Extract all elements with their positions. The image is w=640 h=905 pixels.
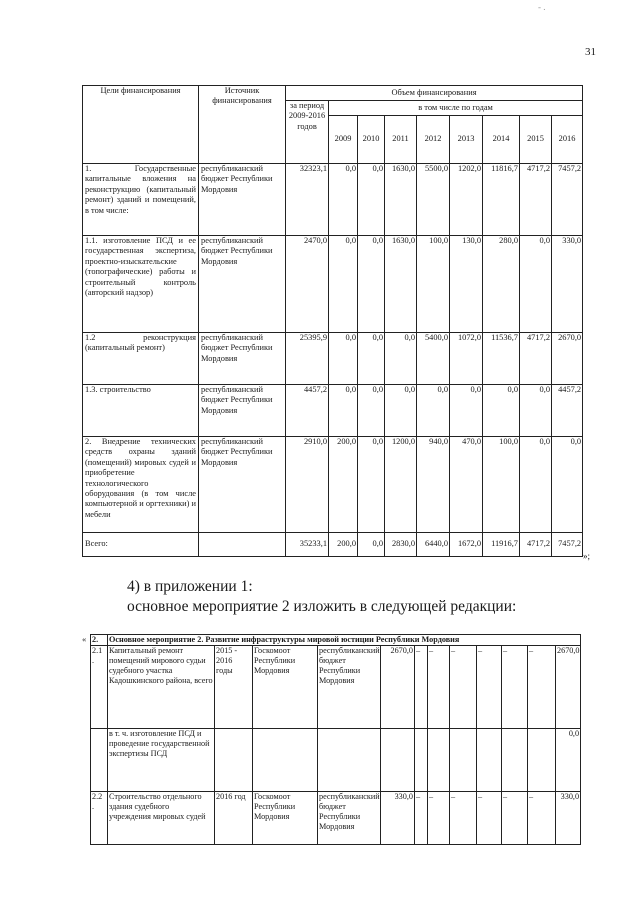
value-cell: 0,0 xyxy=(450,385,483,437)
value-cell: 130,0 xyxy=(450,236,483,333)
goal-cell: 1.1. изготовление ПСД и ее государственная экспертиза, проектно-изыскательские (топографические) работы и строительный контроль (авторский надзор) xyxy=(83,236,199,333)
value-cell: 200,0 xyxy=(329,533,358,557)
total-cell: 25395,9 xyxy=(286,333,329,385)
value-cell: 200,0 xyxy=(329,437,358,533)
value-cell: 11916,7 xyxy=(483,533,520,557)
value-cell: 11536,7 xyxy=(483,333,520,385)
activity-name: Строительство отдельного здания судебного учреждения мировых судей xyxy=(108,792,215,845)
closing-quote: »; xyxy=(583,551,591,561)
dash-cell: – xyxy=(415,792,428,845)
value-cell: 1200,0 xyxy=(385,437,417,533)
value-cell: 1630,0 xyxy=(385,236,417,333)
goal-cell: 1.3. строительство xyxy=(83,385,199,437)
source-cell: республиканский бюджет Республики Мордовия xyxy=(199,164,286,236)
activity-last: 2670,0 xyxy=(556,646,581,729)
activity-total: 330,0 xyxy=(381,792,415,845)
value-cell: 4717,2 xyxy=(520,164,552,236)
value-cell: 11816,7 xyxy=(483,164,520,236)
value-cell: 1630,0 xyxy=(385,164,417,236)
value-cell: 100,0 xyxy=(483,437,520,533)
value-cell: 470,0 xyxy=(450,437,483,533)
dash-cell: – xyxy=(415,646,428,729)
header-year: 2012 xyxy=(417,116,450,164)
amendment-item: 4) в приложении 1: xyxy=(127,578,253,595)
header-year: 2013 xyxy=(450,116,483,164)
amendment-text: основное мероприятие 2 изложить в следующей редакции: xyxy=(127,598,517,615)
total-row xyxy=(83,533,583,557)
source-cell: республиканский бюджет Республики Мордовия xyxy=(199,385,286,437)
value-cell: 0,0 xyxy=(520,437,552,533)
table-row xyxy=(91,646,581,729)
value-cell: 0,0 xyxy=(358,164,385,236)
header-year: 2016 xyxy=(552,116,583,164)
table-row xyxy=(83,164,583,236)
goal-cell: 1.2 реконструкция (капитальный ремонт) xyxy=(83,333,199,385)
activity-total: 2670,0 xyxy=(381,646,415,729)
value-cell: 0,0 xyxy=(385,333,417,385)
opening-quote: « xyxy=(82,634,87,644)
dash-cell: – xyxy=(528,792,556,845)
header-goals: Цели финансирования xyxy=(83,86,199,164)
value-cell: 4457,2 xyxy=(552,385,583,437)
header-year: 2009 xyxy=(329,116,358,164)
value-cell: 4717,2 xyxy=(520,533,552,557)
header-year: 2014 xyxy=(483,116,520,164)
value-cell: 0,0 xyxy=(358,385,385,437)
value-cell: 1072,0 xyxy=(450,333,483,385)
goal-cell: 2. Внедрение технических средств охраны зданий (помещений) мировых судей и приобретение технологического оборудования (в том числе компьютерной и оргтехники) и мебели xyxy=(83,437,199,533)
value-cell: 0,0 xyxy=(520,236,552,333)
section-num: 2. xyxy=(91,635,108,646)
activity-executor xyxy=(253,729,318,792)
value-cell: 0,0 xyxy=(358,437,385,533)
dash-cell: – xyxy=(477,792,502,845)
value-cell: 2830,0 xyxy=(385,533,417,557)
value-cell: 4717,2 xyxy=(520,333,552,385)
empty-cell xyxy=(199,533,286,557)
page-number: 31 xyxy=(585,46,596,58)
activity-source: республиканский бюджет Республики Мордовия xyxy=(318,646,381,729)
activity-last: 0,0 xyxy=(556,729,581,792)
value-cell: 0,0 xyxy=(483,385,520,437)
dash-cell: – xyxy=(428,792,450,845)
value-cell: 1672,0 xyxy=(450,533,483,557)
row-num: 2.2 . xyxy=(91,792,108,845)
value-cell: 7457,2 xyxy=(552,533,583,557)
source-cell: республиканский бюджет Республики Мордовия xyxy=(199,236,286,333)
value-cell: 5500,0 xyxy=(417,164,450,236)
total-cell: 2470,0 xyxy=(286,236,329,333)
section-row xyxy=(91,635,581,646)
header-year: 2011 xyxy=(385,116,417,164)
dash-cell: – xyxy=(528,646,556,729)
value-cell: 5400,0 xyxy=(417,333,450,385)
value-cell: 0,0 xyxy=(520,385,552,437)
dash-cell xyxy=(450,729,477,792)
table-row xyxy=(83,333,583,385)
source-cell: республиканский бюджет Республики Мордовия xyxy=(199,333,286,385)
header-year: 2015 xyxy=(520,116,552,164)
activity-last: 330,0 xyxy=(556,792,581,845)
activity-total xyxy=(381,729,415,792)
value-cell: 0,0 xyxy=(358,333,385,385)
table-row xyxy=(83,437,583,533)
activity-period xyxy=(215,729,253,792)
activity-source xyxy=(318,729,381,792)
activity-name: Капитальный ремонт помещений мирового судьи судебного участка Кадошкинского района, всего xyxy=(108,646,215,729)
activity-period: 2015 - 2016 годы xyxy=(215,646,253,729)
table-row xyxy=(83,385,583,437)
activity-executor: Госкомоот Республики Мордовия xyxy=(253,792,318,845)
value-cell: 100,0 xyxy=(417,236,450,333)
value-cell: 0,0 xyxy=(329,385,358,437)
dash-cell: – xyxy=(450,792,477,845)
value-cell: 6440,0 xyxy=(417,533,450,557)
top-mark: - . xyxy=(538,2,546,12)
value-cell: 330,0 xyxy=(552,236,583,333)
dash-cell xyxy=(428,729,450,792)
table-row xyxy=(83,236,583,333)
activity-table xyxy=(90,634,581,845)
dash-cell: – xyxy=(450,646,477,729)
header-period: за период 2009-2016 годов xyxy=(286,101,329,164)
source-cell: республиканский бюджет Республики Мордовия xyxy=(199,437,286,533)
section-title: Основное мероприятие 2. Развитие инфраструктуры мировой юстиции Республики Мордовия xyxy=(108,635,581,646)
dash-cell: – xyxy=(502,792,528,845)
dash-cell: – xyxy=(477,646,502,729)
table-row xyxy=(91,729,581,792)
total-cell: 32323,1 xyxy=(286,164,329,236)
dash-cell: – xyxy=(428,646,450,729)
dash-cell xyxy=(528,729,556,792)
value-cell: 0,0 xyxy=(329,236,358,333)
value-cell: 0,0 xyxy=(385,385,417,437)
activity-period: 2016 год xyxy=(215,792,253,845)
total-cell: 35233,1 xyxy=(286,533,329,557)
dash-cell xyxy=(477,729,502,792)
value-cell: 0,0 xyxy=(417,385,450,437)
row-num xyxy=(91,729,108,792)
value-cell: 0,0 xyxy=(552,437,583,533)
value-cell: 7457,2 xyxy=(552,164,583,236)
activity-source: республиканский бюджет Республики Мордовия xyxy=(318,792,381,845)
goal-cell: 1. Государственные капитальные вложения на реконструкцию (капитальный ремонт) зданий и помещений, в том числе: xyxy=(83,164,199,236)
value-cell: 0,0 xyxy=(358,533,385,557)
total-cell: 4457,2 xyxy=(286,385,329,437)
table-row xyxy=(91,792,581,845)
dash-cell xyxy=(415,729,428,792)
header-year: 2010 xyxy=(358,116,385,164)
total-label: Всего: xyxy=(83,533,199,557)
dash-cell: – xyxy=(502,646,528,729)
value-cell: 2670,0 xyxy=(552,333,583,385)
value-cell: 0,0 xyxy=(358,236,385,333)
activity-name: в т. ч. изготовление ПСД и проведение государственной экспертизы ПСД xyxy=(108,729,215,792)
dash-cell xyxy=(502,729,528,792)
value-cell: 1202,0 xyxy=(450,164,483,236)
value-cell: 0,0 xyxy=(329,164,358,236)
total-cell: 2910,0 xyxy=(286,437,329,533)
header-by-years: в том числе по годам xyxy=(329,101,583,116)
header-source: Источник финансирования xyxy=(199,86,286,164)
value-cell: 940,0 xyxy=(417,437,450,533)
financing-table xyxy=(82,85,583,557)
row-num: 2.1 . xyxy=(91,646,108,729)
header-volume: Объем финансирования xyxy=(286,86,583,101)
value-cell: 0,0 xyxy=(329,333,358,385)
activity-executor: Госкомоот Республики Мордовия xyxy=(253,646,318,729)
value-cell: 280,0 xyxy=(483,236,520,333)
